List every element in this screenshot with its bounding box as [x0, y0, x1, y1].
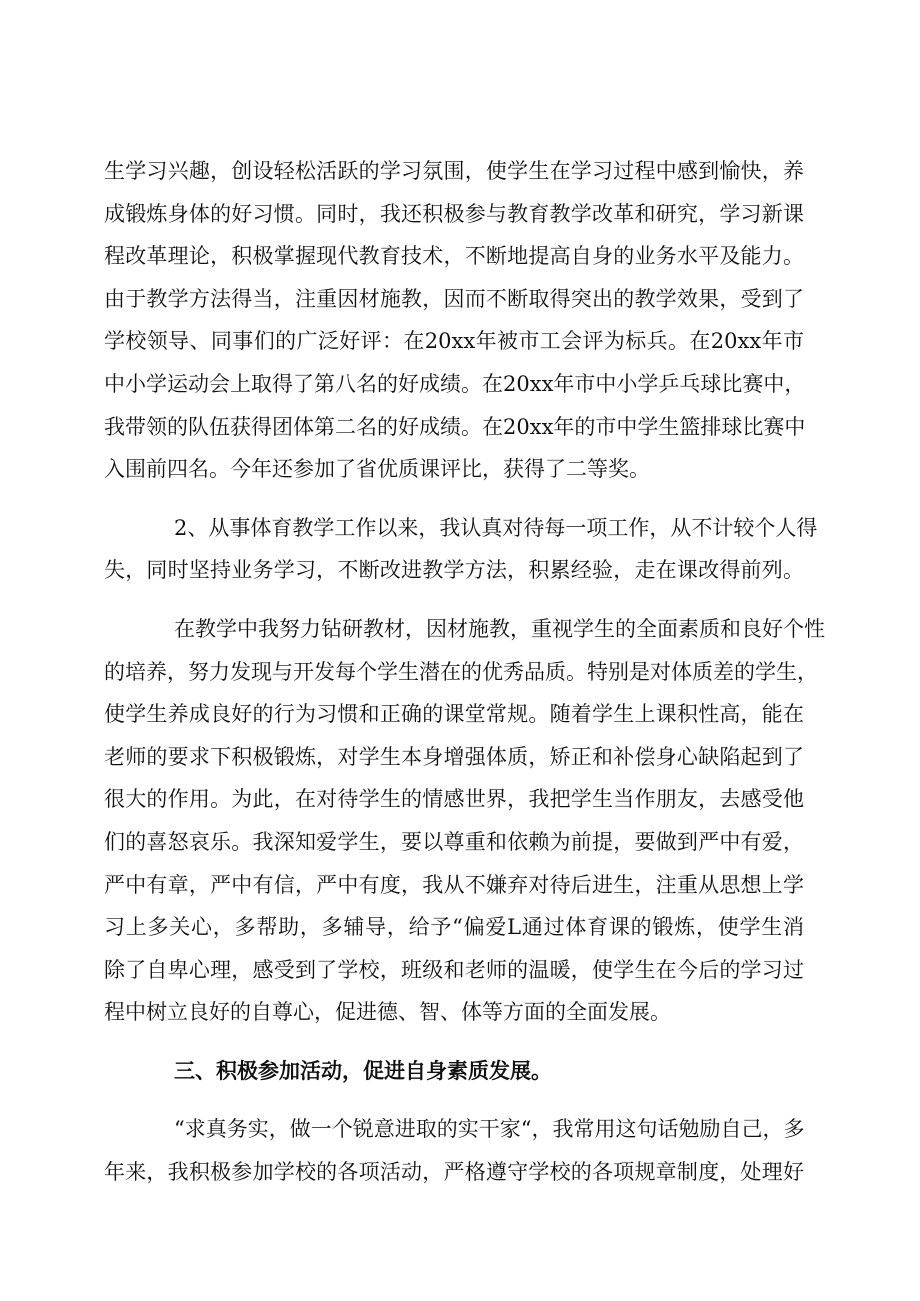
text-line: 使学生养成良好的行为习惯和正确的课堂常规。随着学生上课积性高，能在 — [104, 702, 804, 727]
text-line: 的培养，努力发现与开发每个学生潜在的优秀品质。特别是对体质差的学生， — [104, 659, 818, 684]
text-line: 严中有章，严中有信，严中有度，我从不嫌弃对待后进生，注重从思想上学 — [104, 872, 804, 897]
section-heading-3 — [104, 1050, 804, 1093]
paragraph-activities — [104, 1108, 804, 1193]
paragraph-item-2 — [104, 507, 818, 592]
paragraph-teaching — [104, 608, 825, 1034]
text-line: 由于教学方法得当，注重因材施教，因而不断取得突出的教学效果，受到了 — [104, 286, 804, 311]
text-line: 失，同时坚持业务学习，不断改进教学方法，积累经验，走在课改得前列。 — [104, 558, 804, 583]
section-heading: 三、积极参加活动，促进自身素质发展。 — [174, 1058, 552, 1083]
text-line: 我带领的队伍获得团体第二名的好成绩。在20xx年的市中学生篮排球比赛中 — [104, 414, 806, 439]
paragraph-achievements — [104, 150, 804, 491]
text-line: 程中树立良好的自尊心，促进德、智、体等方面的全面发展。 — [104, 1000, 671, 1025]
text-line: 老师的要求下积极锻炼，对学生本身增强体质，矫正和补偿身心缺陷起到了 — [104, 744, 804, 769]
text-line: 习上多关心，多帮助，多辅导，给予“偏爱L通过体育课的锻炼，使学生消 — [104, 915, 804, 940]
text-line: 在教学中我努力钻研教材，因材施教，重视学生的全面素质和良好个性 — [174, 616, 825, 641]
text-line: 2、从事体育教学工作以来，我认真对待每一项工作，从不计较个人得 — [174, 515, 818, 540]
text-line: 除了自卑心理，感受到了学校，班级和老师的温暖，使学生在今后的学习过 — [104, 957, 804, 982]
text-line: 入围前四名。今年还参加了省优质课评比，获得了二等奖。 — [104, 457, 650, 482]
text-line: 很大的作用。为此，在对待学生的情感世界，我把学生当作朋友，去感受他 — [104, 787, 804, 812]
text-line: 生学习兴趣，创设轻松活跃的学习氛围，使学生在学习过程中感到愉快，养 — [104, 159, 804, 183]
text-line: 成锻炼身体的好习惯。同时，我还积极参与教育教学改革和研究，学习新课 — [104, 201, 804, 226]
text-line: “求真务实，做一个锐意进取的实干家“，我常用这句话勉励自己，多 — [174, 1117, 805, 1142]
text-line: 年来，我积极参加学校的各项活动，严格遵守学校的各项规章制度，处理好 — [104, 1160, 804, 1185]
text-line: 中小学运动会上取得了第八名的好成绩。在20xx年市中小学乒乓球比赛中， — [104, 371, 806, 396]
document-body — [104, 150, 825, 1194]
text-line: 学校领导、同事们的广泛好评：在20xx年被市工会评为标兵。在20xx年市 — [104, 329, 804, 354]
text-line: 们的喜怒哀乐。我深知爱学生，要以尊重和依赖为前提，要做到严中有爱， — [104, 829, 804, 854]
text-line: 程改革理论，积极掌握现代教育技术，不断地提高自身的业务水平及能力。 — [104, 244, 804, 269]
